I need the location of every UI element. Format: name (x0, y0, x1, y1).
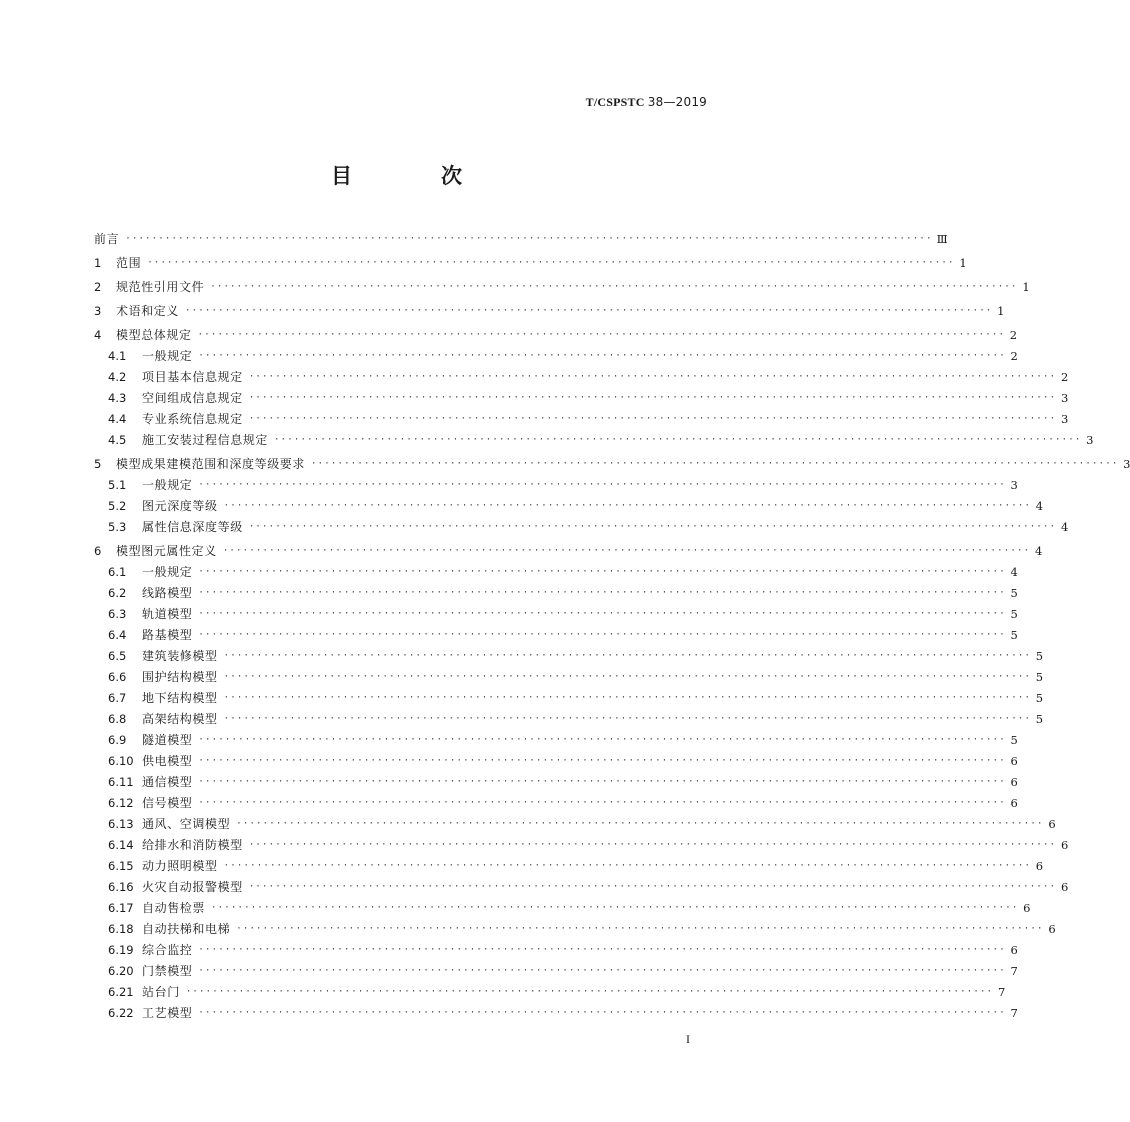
toc-entry-number: 4.3 (108, 390, 127, 405)
toc-entry-number: 6.20 (108, 963, 134, 978)
toc-entry[interactable] (94, 561, 1018, 582)
toc-dot-leader: ·························································································································· (198, 629, 1006, 640)
toc-entry-page: 6 (1023, 900, 1031, 915)
toc-entry-page: 3 (1086, 432, 1094, 447)
toc-entry-number: 6.18 (108, 921, 134, 936)
toc-entry-page: 2 (1009, 327, 1018, 342)
toc-dot-leader: ·························································································································· (236, 818, 1044, 829)
toc-entry-page: 6 (1010, 753, 1018, 768)
standard-prefix: T/CSPSTC (585, 95, 645, 109)
toc-entry-label: 模型总体规定 (116, 328, 192, 342)
toc-dot-leader: ·························································································································· (198, 755, 1006, 766)
toc-entry-number: 6.15 (108, 858, 134, 873)
toc-entry-page: 6 (1060, 837, 1069, 852)
toc-entry-page: 7 (997, 984, 1006, 999)
toc-dot-leader: ·························································································································· (198, 479, 1006, 490)
toc-entry-number: 6.7 (108, 690, 127, 705)
toc-dot-leader: ·························································································································· (223, 713, 1032, 724)
toc-dot-leader: ·························································································································· (185, 986, 994, 997)
toc-entry[interactable] (94, 387, 1069, 408)
toc-dot-leader: ·························································································································· (198, 587, 1006, 598)
toc-entry-label: 属性信息深度等级 (142, 520, 243, 534)
toc-dot-leader: ·························································································································· (198, 944, 1006, 955)
toc-entry-number: 6.4 (108, 627, 127, 642)
toc-dot-leader: ·························································································································· (223, 671, 1032, 682)
toc-dot-leader: ·························································································································· (198, 734, 1006, 745)
toc-entry-page: 3 (1060, 390, 1069, 405)
toc-dot-leader: ·························································································································· (248, 839, 1057, 850)
toc-entry[interactable] (94, 687, 1044, 708)
toc-entry-label: 工艺模型 (142, 1006, 193, 1020)
toc-entry[interactable] (94, 981, 1006, 1002)
toc-entry-number: 6 (94, 543, 102, 558)
toc-entry-page: 5 (1035, 648, 1044, 663)
toc-entry[interactable] (94, 918, 1056, 939)
toc-dot-leader: ·························································································································· (185, 305, 993, 316)
toc-entry-page: 4 (1034, 543, 1043, 558)
toc-entry[interactable] (94, 582, 1018, 603)
toc-dot-leader: ·························································································································· (248, 881, 1057, 892)
toc-entry-number: 4.2 (108, 369, 127, 384)
footer-page-number: I (686, 1032, 690, 1046)
toc-entry-number: 2 (94, 279, 102, 294)
toc-entry[interactable] (94, 516, 1069, 537)
toc-entry-label: 图元深度等级 (142, 499, 218, 513)
toc-entry-page: 2 (1060, 369, 1069, 384)
toc-entry-label: 火灾自动报警模型 (142, 880, 243, 894)
toc-dot-leader: ·························································································································· (210, 281, 1018, 292)
toc-dot-leader: ·························································································································· (311, 458, 1119, 469)
toc-entry-page: 6 (1010, 942, 1018, 957)
toc-entry[interactable] (94, 897, 1031, 918)
toc-entry-page: 7 (1010, 1005, 1018, 1020)
toc-entry-label: 给排水和消防模型 (142, 838, 243, 852)
toc-dot-leader: ·························································································································· (248, 371, 1057, 382)
toc-entry-label: 门禁模型 (142, 964, 193, 978)
standard-code (586, 95, 707, 110)
toc-entry-label: 通风、空调模型 (142, 817, 231, 831)
toc-entry[interactable] (94, 366, 1069, 387)
toc-dot-leader: ·························································································································· (223, 860, 1032, 871)
toc-entry-label: 通信模型 (142, 775, 193, 789)
toc-entry-number: 6.3 (108, 606, 127, 621)
toc-entry-page: 5 (1035, 690, 1044, 705)
toc-entry-label: 线路模型 (142, 586, 193, 600)
toc-entry-page: 2 (1010, 348, 1018, 363)
toc-entry-page: 4 (1035, 498, 1044, 513)
toc-entry-number: 6.19 (108, 942, 134, 957)
toc-entry[interactable] (94, 855, 1044, 876)
toc-dot-leader: ·························································································································· (198, 1007, 1006, 1018)
toc-entry-number: 6.8 (108, 711, 127, 726)
toc-dot-leader: ·························································································································· (223, 500, 1032, 511)
standard-number: 38—2019 (647, 95, 707, 109)
toc-entry-label: 项目基本信息规定 (142, 370, 243, 384)
toc-entry[interactable] (94, 324, 1018, 345)
toc-entry[interactable] (94, 345, 1018, 366)
toc-entry-number: 6.12 (108, 795, 134, 810)
toc-entry[interactable] (94, 792, 1018, 813)
toc-entry-label: 建筑装修模型 (142, 649, 218, 663)
toc-entry[interactable] (94, 939, 1018, 960)
toc-entry-number: 6.5 (108, 648, 127, 663)
toc-entry-page: 6 (1035, 858, 1044, 873)
toc-entry[interactable] (94, 603, 1018, 624)
toc-entry-number: 5.1 (108, 477, 127, 492)
toc-entry-label: 范围 (116, 256, 142, 270)
toc-entry-number: 6.11 (108, 774, 134, 789)
toc-dot-leader: ·························································································································· (125, 233, 933, 244)
toc-entry-number: 4 (94, 327, 102, 342)
toc-entry-page: 5 (1010, 585, 1018, 600)
toc-dot-leader: ·························································································································· (222, 545, 1031, 556)
toc-entry-number: 5.2 (108, 498, 127, 513)
toc-entry-page: 6 (1010, 774, 1018, 789)
toc-entry-label: 规范性引用文件 (116, 280, 205, 294)
toc-entry-label: 隧道模型 (142, 733, 193, 747)
toc-entry-label: 综合监控 (142, 943, 193, 957)
toc-entry-number: 6.22 (108, 1005, 134, 1020)
toc-dot-leader: ·························································································································· (198, 566, 1006, 577)
toc-entry[interactable] (94, 252, 967, 273)
toc-entry-label: 高架结构模型 (142, 712, 218, 726)
toc-entry[interactable] (94, 300, 1005, 321)
toc-entry-label: 地下结构模型 (142, 691, 218, 705)
toc-entry[interactable] (94, 666, 1044, 687)
toc-entry-number: 6.9 (108, 732, 127, 747)
toc-dot-leader: ·························································································································· (198, 776, 1006, 787)
toc-entry-number: 6.13 (108, 816, 134, 831)
toc-entry-label: 一般规定 (142, 478, 193, 492)
toc-entry-label: 前言 (94, 232, 120, 246)
toc-entry-number: 6.14 (108, 837, 134, 852)
toc-entry-label: 术语和定义 (116, 304, 180, 318)
toc-entry-label: 模型成果建模范围和深度等级要求 (116, 457, 306, 471)
toc-entry-page: 1 (997, 303, 1005, 318)
toc-entry-label: 自动售检票 (142, 901, 206, 915)
toc-entry-page: 5 (1010, 606, 1018, 621)
toc-dot-leader: ·························································································································· (236, 923, 1044, 934)
toc-entry-number: 5.3 (108, 519, 127, 534)
page-title: 目 次 (331, 164, 496, 188)
toc-entry-number: 6.16 (108, 879, 134, 894)
toc-entry-label: 信号模型 (142, 796, 193, 810)
toc-dot-leader: ·························································································································· (248, 521, 1057, 532)
toc-entry-page: 7 (1010, 963, 1018, 978)
toc-entry-page: 6 (1010, 795, 1018, 810)
toc-entry-number: 4.4 (108, 411, 127, 426)
toc-entry[interactable] (94, 540, 1043, 561)
toc-entry-label: 空间组成信息规定 (142, 391, 243, 405)
toc-entry-number: 6.17 (108, 900, 134, 915)
toc-entry[interactable] (94, 474, 1018, 495)
toc-entry-number: 6.1 (108, 564, 127, 579)
toc-entry-page: 1 (1022, 279, 1030, 294)
toc-entry-page: 3 (1060, 411, 1069, 426)
toc-entry-page: 6 (1060, 879, 1069, 894)
toc-entry-page: 4 (1010, 564, 1018, 579)
toc-entry[interactable] (94, 624, 1018, 645)
toc-entry-page: 5 (1010, 732, 1018, 747)
toc-dot-leader: ·························································································································· (198, 608, 1006, 619)
toc-entry-label: 施工安装过程信息规定 (142, 433, 269, 447)
toc-entry[interactable] (94, 750, 1018, 771)
toc-entry[interactable] (94, 708, 1044, 729)
toc-entry-label: 专业系统信息规定 (142, 412, 243, 426)
toc-dot-leader: ·························································································································· (248, 392, 1057, 403)
toc-entry-page: 5 (1035, 669, 1044, 684)
toc-entry-page: 4 (1060, 519, 1069, 534)
toc-entry-number: 6.6 (108, 669, 127, 684)
toc-entry-number: 1 (94, 255, 102, 270)
toc-dot-leader: ·························································································································· (147, 257, 955, 268)
toc-entry-label: 动力照明模型 (142, 859, 218, 873)
toc-entry[interactable] (94, 876, 1069, 897)
toc-entry-number: 4.1 (108, 348, 127, 363)
toc-entry[interactable] (94, 276, 1030, 297)
toc-entry-number: 3 (94, 303, 102, 318)
toc-dot-leader: ·························································································································· (211, 902, 1019, 913)
toc-entry-label: 轨道模型 (142, 607, 193, 621)
toc-entry-label: 路基模型 (142, 628, 193, 642)
toc-entry-number: 6.10 (108, 753, 134, 768)
toc-entry-page: 1 (959, 255, 967, 270)
toc-entry[interactable] (94, 813, 1056, 834)
toc-entry[interactable] (94, 1002, 1018, 1023)
toc-entry-page: 5 (1010, 627, 1018, 642)
toc-dot-leader: ·························································································································· (198, 965, 1006, 976)
toc-entry-number: 4.5 (108, 432, 127, 447)
toc-dot-leader: ·························································································································· (198, 797, 1006, 808)
toc-entry-label: 自动扶梯和电梯 (142, 922, 231, 936)
table-of-contents (94, 228, 1130, 1023)
toc-entry[interactable] (94, 228, 948, 249)
toc-entry-page: 5 (1035, 711, 1044, 726)
toc-dot-leader: ·························································································································· (248, 413, 1057, 424)
toc-entry[interactable] (94, 408, 1069, 429)
toc-dot-leader: ·························································································································· (198, 350, 1006, 361)
toc-entry-label: 一般规定 (142, 349, 193, 363)
toc-entry-number: 5 (94, 456, 102, 471)
toc-entry[interactable] (94, 771, 1018, 792)
toc-dot-leader: ·························································································································· (274, 434, 1082, 445)
toc-entry-label: 供电模型 (142, 754, 193, 768)
toc-entry[interactable] (94, 834, 1069, 855)
toc-entry-page: Ⅲ (936, 231, 948, 246)
toc-entry[interactable] (94, 729, 1018, 750)
toc-entry[interactable] (94, 429, 1094, 450)
toc-entry-label: 模型图元属性定义 (116, 544, 217, 558)
toc-entry[interactable] (94, 495, 1044, 516)
toc-entry-number: 6.2 (108, 585, 127, 600)
toc-entry-label: 围护结构模型 (142, 670, 218, 684)
toc-entry[interactable] (94, 453, 1130, 474)
toc-dot-leader: ·························································································································· (223, 650, 1032, 661)
toc-entry-number: 6.21 (108, 984, 134, 999)
toc-dot-leader: ·························································································································· (223, 692, 1032, 703)
toc-entry-label: 站台门 (142, 985, 180, 999)
toc-entry-page: 3 (1123, 456, 1130, 471)
toc-entry-page: 6 (1048, 921, 1056, 936)
toc-entry-label: 一般规定 (142, 565, 193, 579)
toc-entry-page: 6 (1048, 816, 1056, 831)
toc-entry[interactable] (94, 645, 1044, 666)
toc-entry[interactable] (94, 960, 1018, 981)
toc-entry-page: 3 (1010, 477, 1018, 492)
toc-dot-leader: ·························································································································· (197, 329, 1006, 340)
